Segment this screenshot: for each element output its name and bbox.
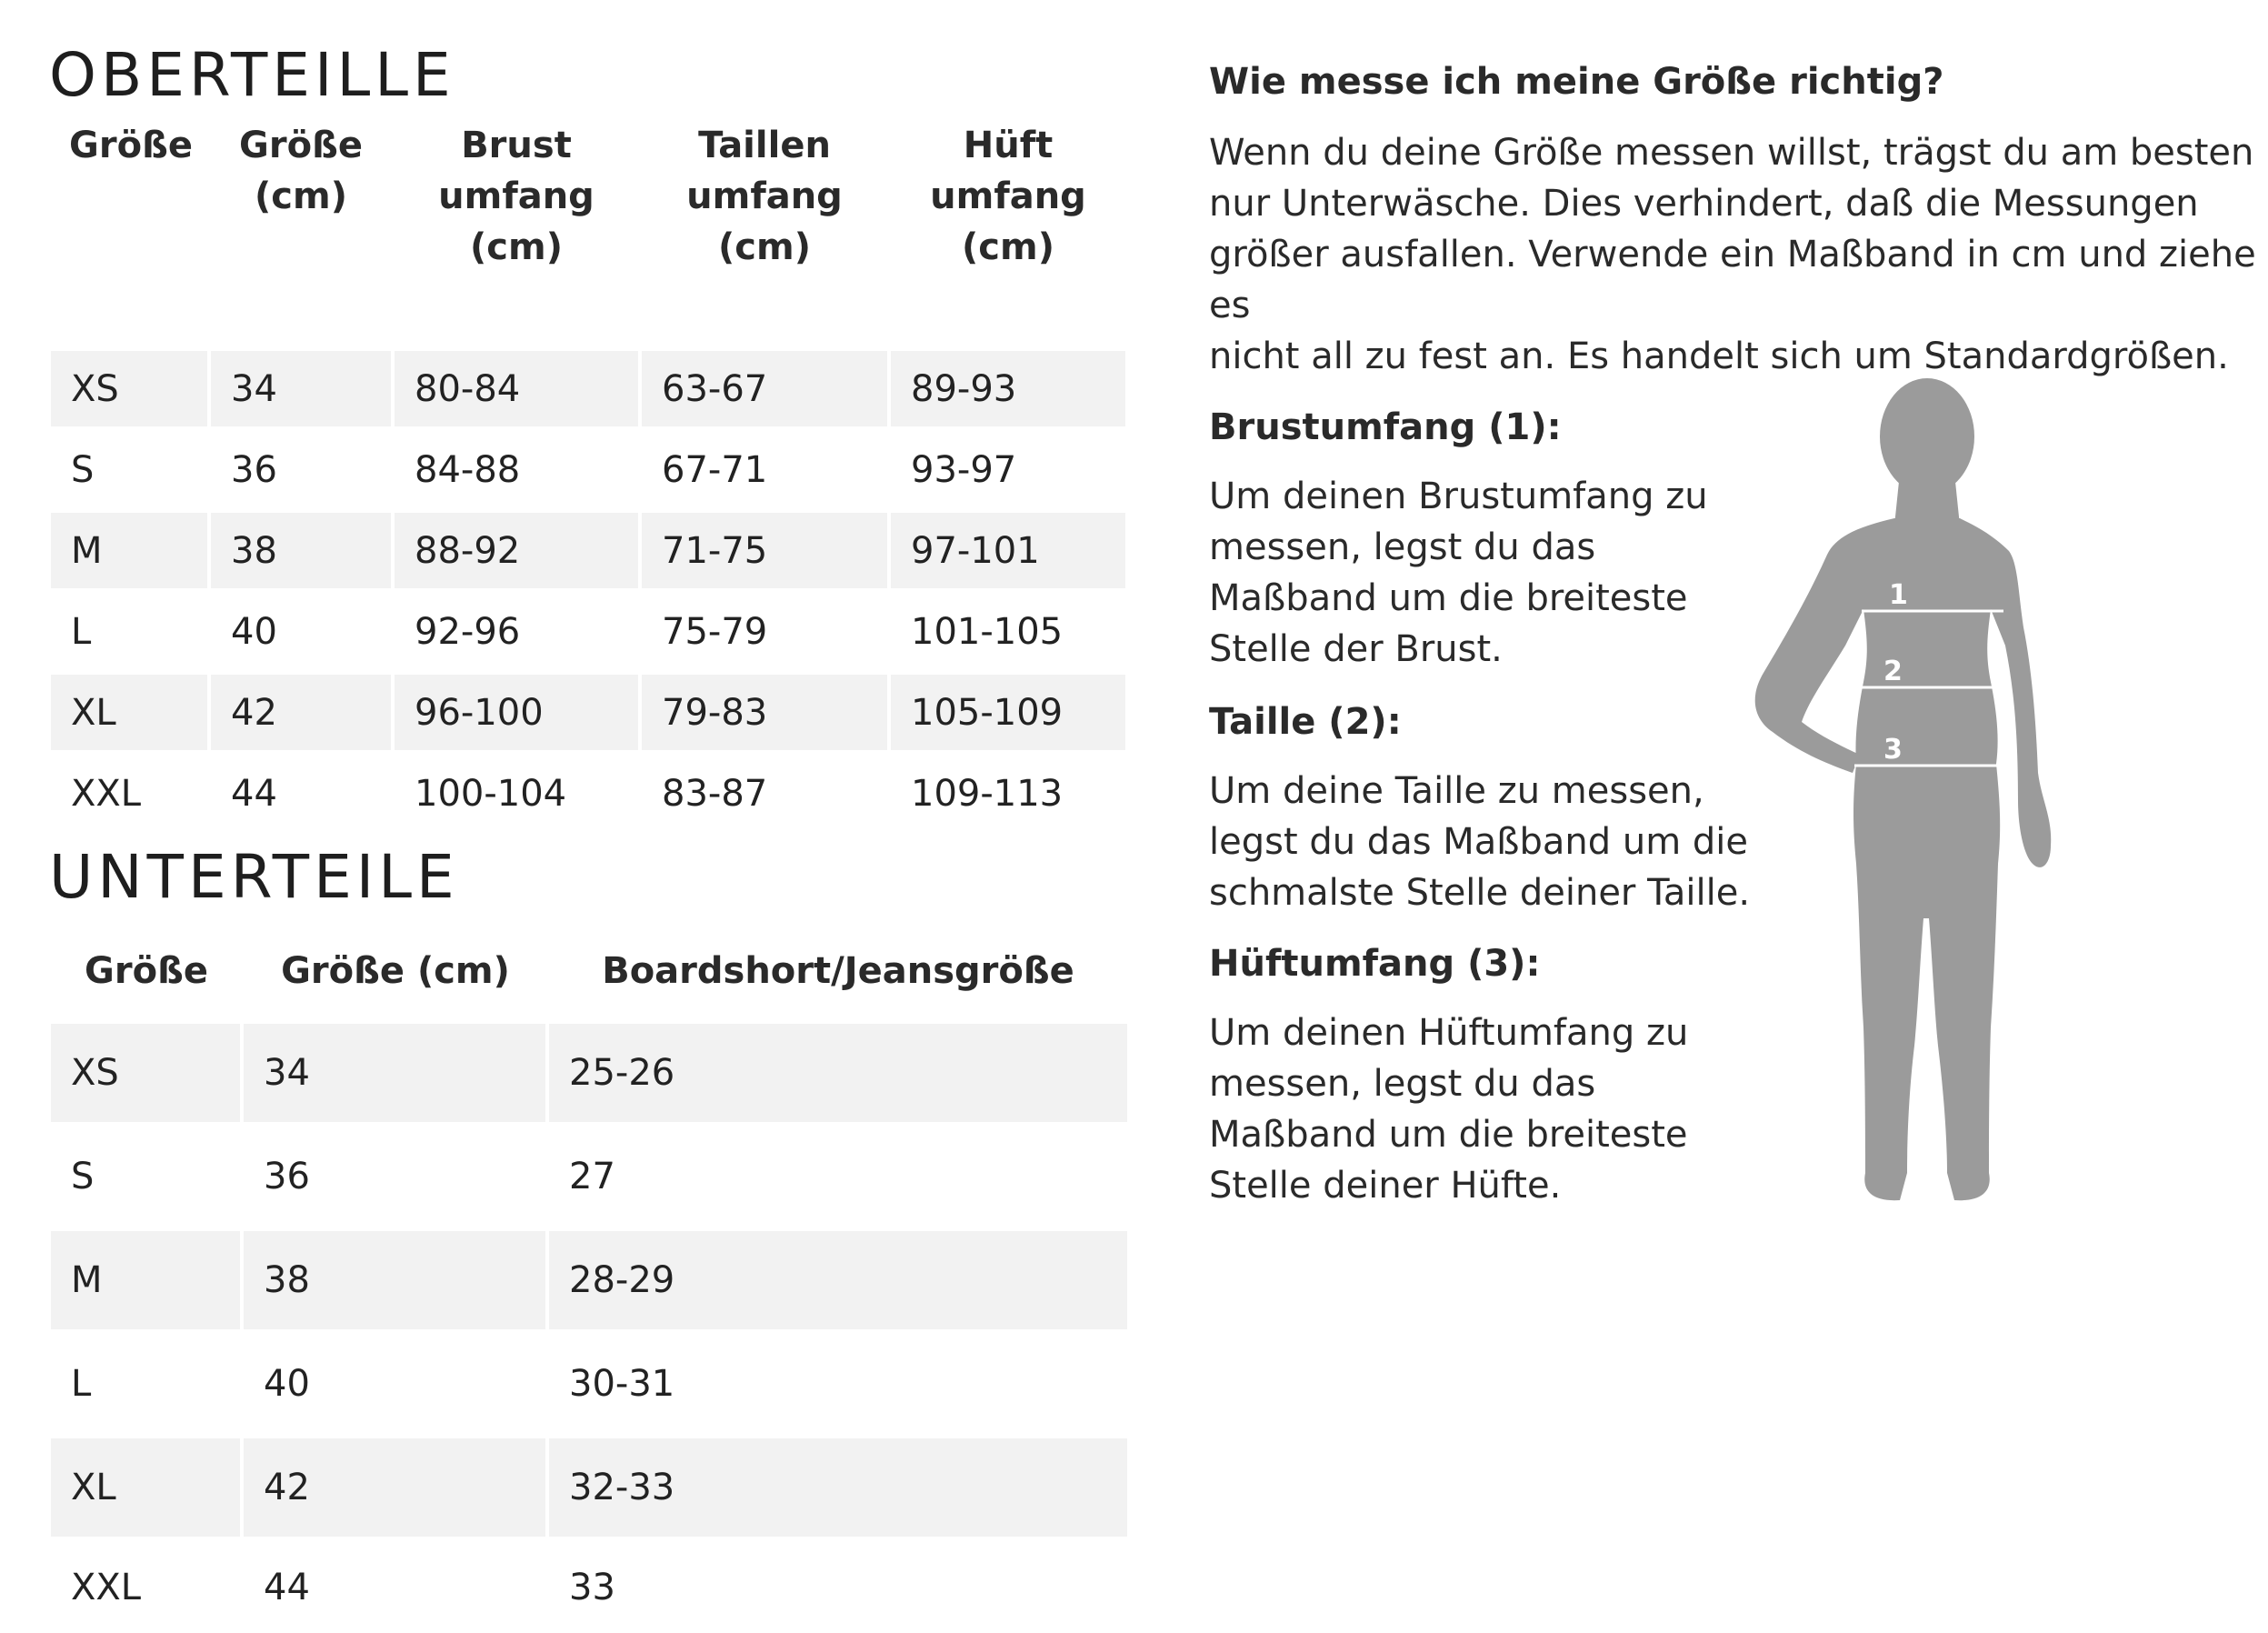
guide-intro-line: nicht all zu fest an. Es handelt sich um Standardgrößen. xyxy=(1209,336,2229,377)
tops-cell: 80-84 xyxy=(395,351,638,426)
bottoms-cell: 44 xyxy=(264,1567,310,1608)
tops-cell: 109-113 xyxy=(911,772,1064,815)
tops-cell: 88-92 xyxy=(395,513,638,588)
tops-header-line: Brust xyxy=(461,125,572,166)
waist-line: legst du das Maßband um die xyxy=(1209,821,1748,863)
hip-line: Um deinen Hüftumfang zu xyxy=(1209,1012,1689,1054)
bottoms-cell: XS xyxy=(51,1024,240,1122)
tops-header xyxy=(881,120,1135,273)
chest-description xyxy=(1209,471,1773,675)
tops-cell: 92-96 xyxy=(415,610,521,653)
tops-cell: 96-100 xyxy=(395,675,638,750)
tops-cell: 34 xyxy=(211,351,391,426)
hip-line: messen, legst du das xyxy=(1209,1063,1596,1105)
tops-header xyxy=(637,120,892,273)
body-silhouette-icon xyxy=(1755,378,2052,1200)
bottoms-cell: 40 xyxy=(264,1363,310,1405)
guide-heading: Wie messe ich meine Größe richtig? xyxy=(1209,61,1944,103)
chest-line: Um deinen Brustumfang zu xyxy=(1209,476,1708,517)
tops-header-line: Taillen xyxy=(698,125,831,166)
tops-cell: 84-88 xyxy=(415,448,521,491)
tops-cell: 44 xyxy=(231,772,277,815)
bottoms-cell: 27 xyxy=(569,1156,615,1197)
tops-header-line: Größe xyxy=(69,125,193,166)
waist-line: schmalste Stelle deiner Taille. xyxy=(1209,872,1751,914)
tops-cell: 79-83 xyxy=(642,675,887,750)
tops-cell: 67-71 xyxy=(662,448,768,491)
bottoms-cell: 25-26 xyxy=(549,1024,1127,1122)
chest-marker: 1 xyxy=(1889,579,1908,611)
chest-line: Maßband um die breiteste xyxy=(1209,577,1688,619)
guide-intro-line: nur Unterwäsche. Dies verhindert, daß die Messungen xyxy=(1209,183,2199,225)
waist-label: Taille (2): xyxy=(1209,701,1402,743)
tops-cell: 83-87 xyxy=(662,772,768,815)
tops-header-line: Größe xyxy=(239,125,363,166)
bottoms-cell: 28-29 xyxy=(549,1231,1127,1329)
guide-intro-line: größer ausfallen. Verwende ein Maßband in cm und ziehe es xyxy=(1209,234,2256,326)
tops-header-line: Hüft xyxy=(963,125,1054,166)
waist-marker: 2 xyxy=(1883,656,1903,687)
guide-intro xyxy=(1209,127,2263,382)
bottoms-cell: M xyxy=(51,1231,240,1329)
bottoms-cell: 42 xyxy=(244,1438,545,1537)
hip-line: Stelle deiner Hüfte. xyxy=(1209,1165,1562,1207)
tops-cell: 38 xyxy=(211,513,391,588)
bottoms-cell: 38 xyxy=(244,1231,545,1329)
tops-header-line: umfang xyxy=(930,175,1086,217)
tops-header-line: (cm) xyxy=(718,226,811,268)
bottoms-cell: 32-33 xyxy=(549,1438,1127,1537)
tops-cell: 93-97 xyxy=(911,448,1017,491)
tops-header-line: (cm) xyxy=(255,175,347,217)
bottoms-cell: XL xyxy=(51,1438,240,1537)
bottoms-cell: 33 xyxy=(569,1567,615,1608)
hip-description xyxy=(1209,1007,1773,1211)
tops-header-line: (cm) xyxy=(470,226,563,268)
bottoms-cell: 36 xyxy=(264,1156,310,1197)
hip-line: Maßband um die breiteste xyxy=(1209,1114,1688,1156)
tops-cell: 100-104 xyxy=(415,772,567,815)
tops-cell: 42 xyxy=(211,675,391,750)
tops-cell: XXL xyxy=(71,772,142,815)
body-measurement-figure xyxy=(1745,373,2073,1218)
bottoms-cell: XXL xyxy=(71,1567,142,1608)
bottoms-cell: 30-31 xyxy=(569,1363,675,1405)
tops-cell: L xyxy=(71,610,92,653)
tops-cell: 63-67 xyxy=(642,351,887,426)
bottoms-cell: 34 xyxy=(244,1024,545,1122)
chest-line: Stelle der Brust. xyxy=(1209,628,1503,670)
tops-cell: XS xyxy=(51,351,207,426)
tops-cell: 89-93 xyxy=(891,351,1125,426)
tops-cell: 71-75 xyxy=(642,513,887,588)
bottoms-cell: L xyxy=(71,1363,92,1405)
bottoms-header: Boardshort/Jeansgröße xyxy=(602,950,1074,992)
tops-cell: 36 xyxy=(231,448,277,491)
tops-header xyxy=(389,120,644,273)
tops-cell: S xyxy=(71,448,95,491)
tops-header-line: umfang xyxy=(686,175,843,217)
tops-header-line: umfang xyxy=(438,175,594,217)
chest-label: Brustumfang (1): xyxy=(1209,406,1562,448)
tops-cell: XL xyxy=(51,675,207,750)
tops-cell: 40 xyxy=(231,610,277,653)
tops-header-line: (cm) xyxy=(962,226,1054,268)
tops-cell: 105-109 xyxy=(891,675,1125,750)
tops-cell: 97-101 xyxy=(891,513,1125,588)
guide-intro-line: Wenn du deine Größe messen willst, trägst du am besten xyxy=(1209,132,2254,174)
bottoms-header: Größe xyxy=(85,950,208,992)
tops-cell: 75-79 xyxy=(662,610,768,653)
hip-marker: 3 xyxy=(1883,734,1903,766)
hip-label: Hüftumfang (3): xyxy=(1209,943,1541,985)
bottoms-cell: S xyxy=(71,1156,95,1197)
chest-line: messen, legst du das xyxy=(1209,526,1596,568)
waist-line: Um deine Taille zu messen, xyxy=(1209,770,1704,812)
tops-cell: M xyxy=(51,513,207,588)
bottoms-header: Größe (cm) xyxy=(281,950,510,992)
tops-title: OBERTEILLE xyxy=(49,40,455,110)
tops-cell: 101-105 xyxy=(911,610,1064,653)
bottoms-title: UNTERTEILE xyxy=(49,842,459,912)
waist-description xyxy=(1209,766,1773,918)
